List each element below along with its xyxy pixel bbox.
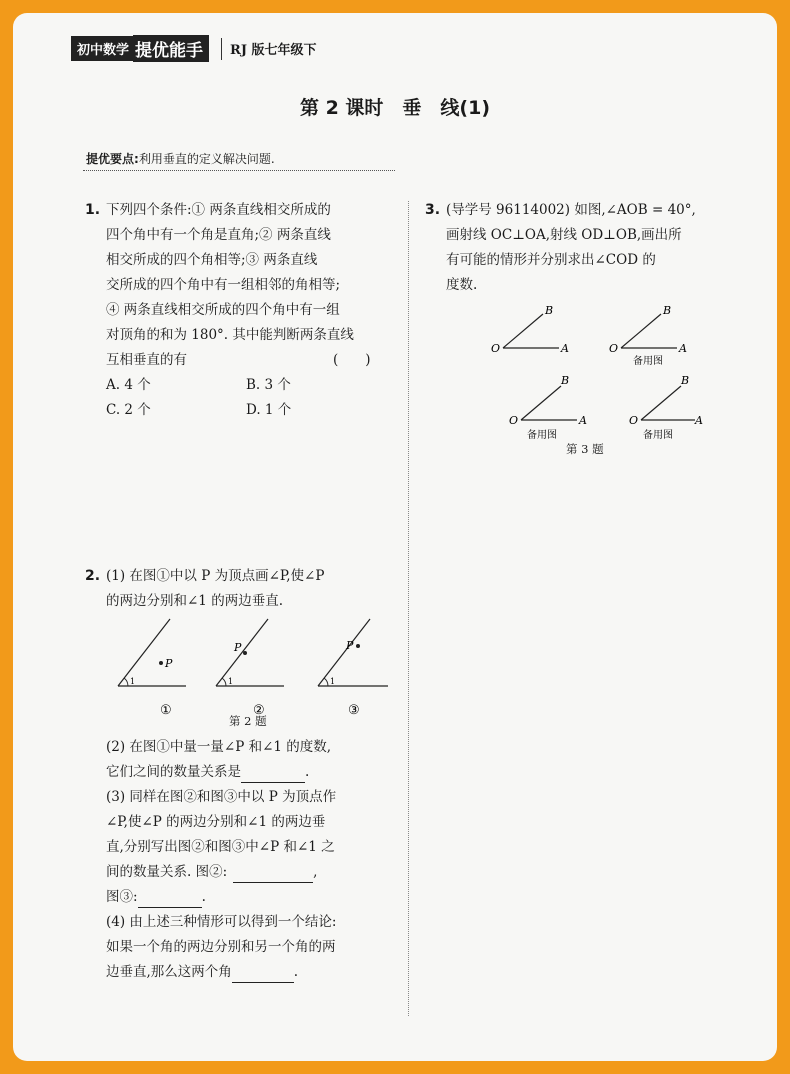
- brand-large: 提优能手: [133, 35, 209, 62]
- q1-line-1: 下列四个条件:① 两条直线相交所成的: [106, 202, 331, 218]
- q2-part4-period: .: [293, 964, 299, 980]
- q3-figure: [483, 298, 703, 443]
- q3-fig1-o: O: [491, 342, 501, 355]
- q2-fig3-blank[interactable]: [138, 887, 202, 908]
- fig1-point-label: P: [165, 657, 173, 670]
- q2-fig3-label: 图③:: [106, 889, 138, 905]
- q2-fig2-blank[interactable]: [233, 862, 313, 883]
- fig2-point-label: P: [234, 641, 242, 654]
- q2-fig3-period: .: [201, 889, 206, 905]
- q3-fig3-b: B: [561, 374, 570, 387]
- q2-part4-line-3: [106, 962, 298, 983]
- q2-part4-blank[interactable]: [232, 962, 294, 983]
- q3-fig4-a: A: [695, 414, 703, 427]
- tip-line: [86, 150, 275, 167]
- q2-part2-line-2: [106, 762, 309, 783]
- q1-number: 1.: [85, 202, 101, 218]
- fig1-angle-label: 1: [130, 677, 136, 686]
- q3-fig3-o: O: [509, 414, 519, 427]
- q3-fig1-a: A: [561, 342, 569, 355]
- fig1-angle-arc: [124, 678, 128, 686]
- edition-label: RJ 版七年级下: [230, 43, 317, 58]
- brand-small: 初中数学: [71, 36, 133, 61]
- q3-line-1: (导学号 96114002) 如图,∠AOB = 40°,: [446, 202, 696, 218]
- q2-part4-text: 边垂直,那么这两个角: [106, 964, 232, 980]
- q3-fig3-ray-ob: [521, 386, 561, 420]
- fig2-angle-label: 1: [228, 677, 234, 686]
- q2-part1-line-2: 的两边分别和∠1 的两边垂直.: [106, 593, 283, 609]
- q3-fig3-spare: 备用图: [527, 430, 557, 441]
- q3-fig2-b: B: [663, 304, 672, 317]
- q1-line-6: 对顶角的和为 180°. 其中能判断两条直线: [106, 327, 354, 343]
- q1-option-a: A. 4 个: [106, 377, 151, 393]
- header-divider: [221, 38, 222, 60]
- fig1-point: [159, 661, 163, 665]
- q3-fig1-b: B: [545, 304, 554, 317]
- q2-number: 2.: [85, 568, 101, 584]
- q3-fig4-b: B: [681, 374, 690, 387]
- q3-line-4: 度数.: [446, 277, 478, 293]
- tip-label: 提优要点:: [86, 152, 139, 166]
- worksheet-page: [13, 13, 777, 1061]
- fig2-point: [243, 651, 247, 655]
- page-title: 第 2 课时 垂 线(1): [299, 97, 491, 119]
- q3-fig2-o: O: [609, 342, 619, 355]
- q3-fig2-ray-ob: [621, 314, 661, 348]
- q1-option-c: C. 2 个: [106, 402, 151, 418]
- q1-option-b: B. 3 个: [246, 377, 291, 393]
- q2-part3-line-2: ∠P,使∠P 的两边分别和∠1 的两边垂: [106, 814, 326, 830]
- fig3-ray-up: [318, 619, 370, 686]
- tip-underline: [83, 170, 395, 171]
- tip-text: 利用垂直的定义解决问题.: [138, 152, 275, 166]
- q3-fig1-ray-ob: [503, 314, 543, 348]
- q2-part3-line-3: 直,分别写出图②和图③中∠P 和∠1 之: [106, 839, 335, 855]
- q1-option-d: D. 1 个: [246, 402, 292, 418]
- q1-line-5: ④ 两条直线相交所成的四个角中有一组: [106, 302, 340, 318]
- q2-figure-caption: 第 2 题: [229, 714, 267, 728]
- q2-part3-text: 间的数量关系. 图②:: [106, 864, 228, 880]
- q1-line-2: 四个角中有一个角是直角;② 两条直线: [106, 227, 331, 243]
- q3-line-2: 画射线 OC⊥OA,射线 OD⊥OB,画出所: [446, 227, 682, 243]
- q2-part3-line-4: 间的数量关系. 图②: ,: [106, 862, 317, 883]
- q3-fig4-ray-ob: [641, 386, 681, 420]
- q3-fig2-spare: 备用图: [633, 356, 663, 367]
- fig1-ray-up: [118, 619, 170, 686]
- q1-line-3: 相交所成的四个角相等;③ 两条直线: [106, 252, 318, 268]
- q2-part2-blank[interactable]: [241, 762, 305, 783]
- q2-figure: [108, 611, 398, 726]
- q2-part1-line-1: (1) 在图①中以 P 为顶点画∠P,使∠P: [106, 568, 325, 584]
- q1-answer-bracket: ( ): [333, 352, 371, 368]
- q2-part3-line-1: (3) 同样在图②和图③中以 P 为顶点作: [106, 789, 337, 805]
- column-divider: [408, 201, 409, 1016]
- q3-fig2-a: A: [679, 342, 687, 355]
- q3-fig3-a: A: [579, 414, 587, 427]
- q3-figure-caption: 第 3 题: [566, 442, 604, 456]
- q2-part2-text: 它们之间的数量关系是: [106, 764, 241, 780]
- fig2-angle-arc: [222, 678, 226, 686]
- q2-part2-period: .: [305, 764, 310, 780]
- page-header: [71, 35, 317, 62]
- fig3-point-label: P: [346, 639, 354, 652]
- q3-number: 3.: [425, 202, 441, 218]
- q1-line-7: 互相垂直的有: [106, 352, 187, 368]
- q2-part2-line-1: (2) 在图①中量一量∠P 和∠1 的度数,: [106, 739, 332, 755]
- fig3-angle-label: 1: [330, 677, 336, 686]
- fig1-sublabel: ①: [160, 703, 172, 718]
- fig2-ray-up: [216, 619, 268, 686]
- fig3-angle-arc: [324, 678, 328, 686]
- fig3-sublabel: ③: [348, 703, 360, 718]
- q2-part3-line-5: [106, 887, 206, 908]
- q3-fig4-spare: 备用图: [643, 430, 673, 441]
- q2-part4-line-1: (4) 由上述三种情形可以得到一个结论:: [106, 914, 337, 930]
- q3-fig4-o: O: [629, 414, 639, 427]
- q3-line-3: 有可能的情形并分别求出∠COD 的: [446, 252, 656, 268]
- q2-part4-line-2: 如果一个角的两边分别和另一个角的两: [106, 939, 336, 955]
- q1-line-4: 交所成的四个角中有一组相邻的角相等;: [106, 277, 341, 293]
- fig3-point: [356, 644, 360, 648]
- fig2-sublabel: ②: [253, 703, 265, 718]
